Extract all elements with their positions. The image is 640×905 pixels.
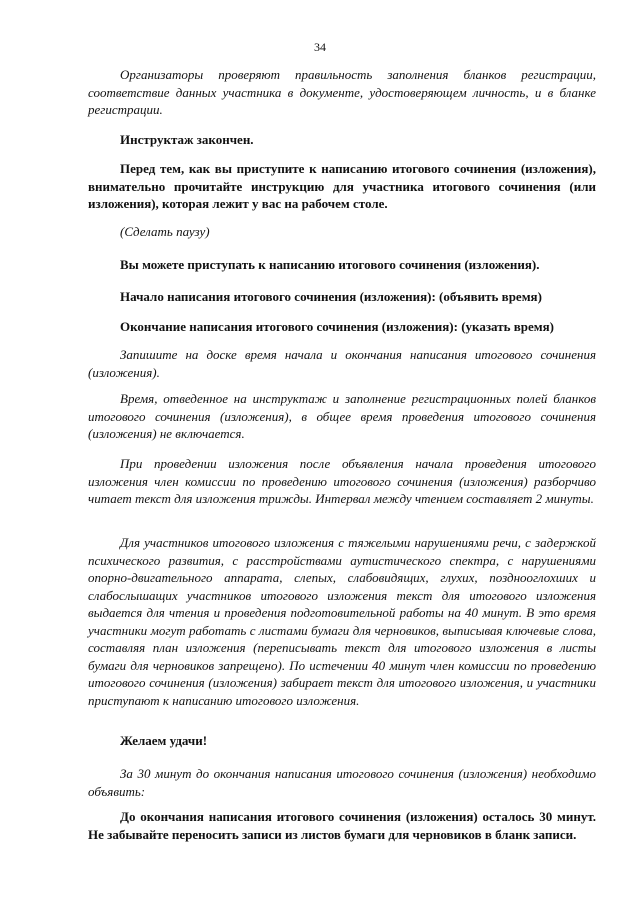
paragraph-good-luck: Желаем удачи!: [120, 733, 208, 748]
paragraph-pause: (Сделать паузу): [120, 224, 210, 239]
paragraph-end-time: Окончание написания итогового сочинения (изложения): (указать время): [120, 319, 554, 334]
paragraph-read-instruction: Перед тем, как вы приступите к написанию итогового сочинения (изложения), внимательно прочитайте инструкцию для участника итогового сочинения (или изложения), которая лежит у вас на рабочем столе.: [88, 161, 596, 211]
paragraph-announce-30-min: За 30 минут до окончания написания итогового сочинения (изложения) необходимо объявить:: [88, 766, 596, 799]
paragraph-write-on-board: Запишите на доске время начала и окончания написания итогового сочинения (изложения).: [88, 347, 596, 380]
paragraph-start-time: Начало написания итогового сочинения (изложения): (объявить время): [120, 289, 542, 304]
paragraph-30-min-left: До окончания написания итогового сочинения (изложения) осталось 30 минут. Не забывайте переносить записи из листов бумаги для черновиков в бланк записи.: [88, 809, 596, 842]
paragraph-reading-text: При проведении изложения после объявления начала проведения итогового изложения член комиссии по проведению итогового сочинения (изложения) разборчиво читает текст для изложения трижды. Интервал между чтением составляет 2 минуты.: [88, 456, 596, 506]
page-number: 34: [314, 40, 326, 54]
paragraph-briefing-finished: Инструктаж закончен.: [120, 132, 254, 147]
paragraph-organizers-check: Организаторы проверяют правильность заполнения бланков регистрации, соответствие данных участника в документе, удостоверяющем личность, и в бланке регистрации.: [88, 67, 596, 117]
paragraph-time-not-included: Время, отведенное на инструктаж и заполнение регистрационных полей бланков итогового сочинения (изложения), в общее время проведения итогового сочинения (изложения) не включается.: [88, 391, 596, 441]
paragraph-special-participants: Для участников итогового изложения с тяжелыми нарушениями речи, с задержкой психического развития, с расстройствами аутистического спектра, с нарушениями опорно-двигательного аппарата, слепых, слабовидящих, глухих, позднооглохших и слабослышащих участников итогового изложения текст для итогового изложения выдается для чтения и проведения подготовительной работы на 40 минут. В это время участники могут работать с листами бумаги для черновиков, выписывая ключевые слова, составляя план изложения (переписывать текст для итогового изложения в листы бумаги для черновиков запрещено). По истечении 40 минут член комиссии по проведению итогового сочинения (изложения) забирает текст для итогового изложения, и участники приступают к написанию итогового изложения.: [88, 535, 596, 708]
paragraph-can-start: Вы можете приступать к написанию итогового сочинения (изложения).: [120, 257, 540, 272]
